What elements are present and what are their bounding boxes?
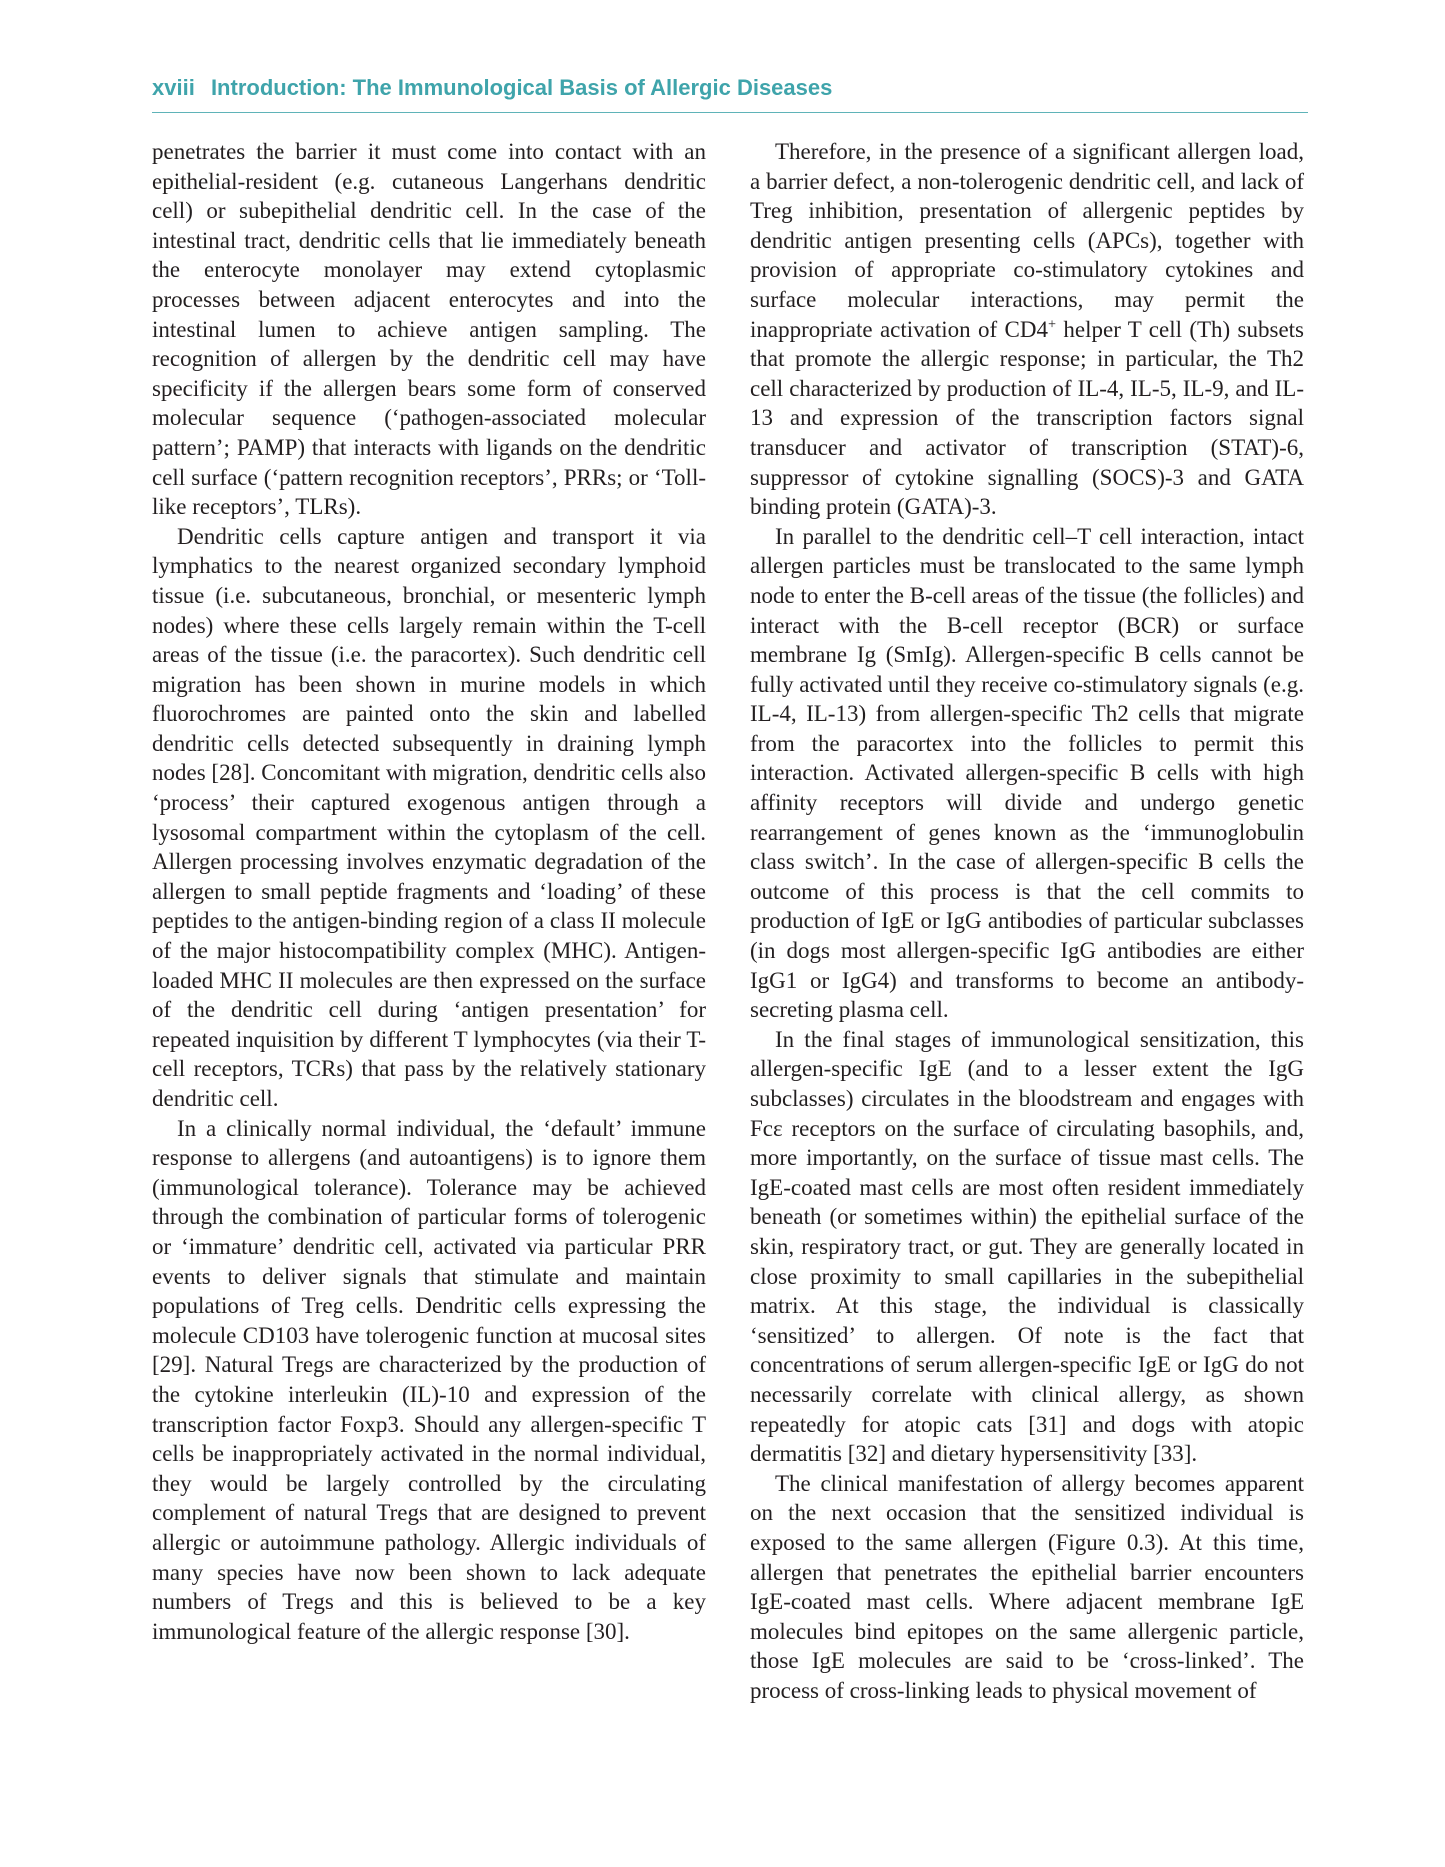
- paragraph: Dendritic cells capture antigen and transport it via lymphatics to the nearest organized secondary lymphoid tissue (i.e. subcutaneous, bronchial, or mesenteric lymph nodes) where these cells largely remain within the T-cell areas of the tissue (i.e. the paracortex). Such dendritic cell migration has been shown in murine models in which fluorochromes are painted onto the skin and labelled dendritic cells detected subsequently in draining lymph nodes [28]. Concomitant with migration, dendritic cells also ‘process’ their captured exogenous antigen through a lysosomal compartment within the cytoplasm of the cell. Allergen processing involves enzymatic degradation of the allergen to small peptide fragments and ‘loading’ of these peptides to the antigen-binding region of a class II molecule of the major histocompatibility complex (MHC). Antigen-loaded MHC II molecules are then expressed on the surface of the dendritic cell during ‘antigen presentation’ for repeated inquisition by different T lymphocytes (via their T-cell receptors, TCRs) that pass by the relatively stationary dendritic cell.: [152, 523, 706, 1111]
- right-column: [750, 137, 1304, 1705]
- paragraph-text: helper T cell (Th) subsets that promote the allergic response; in particular, the Th2 cell characterized by production of IL-4, IL-5, IL-9, and IL-13 and expression of the transcription factors signal transducer and activator of transcription (STAT)-6, suppressor of cytokine signalling (SOCS)-3 and GATA binding protein (GATA)-3.: [750, 316, 1304, 520]
- page-header: [152, 72, 1308, 113]
- running-title: Introduction: The Immunological Basis of Allergic Diseases: [210, 75, 833, 100]
- paragraph: penetrates the barrier it must come into contact with an epithelial-resident (e.g. cutaneous Langerhans dendritic cell) or subepithelial dendritic cell. In the case of the intestinal tract, dendritic cells that lie immediately beneath the enterocyte monolayer may extend cytoplasmic processes between adjacent enterocytes and into the intestinal lumen to achieve antigen sampling. The recognition of allergen by the dendritic cell may have specificity if the allergen bears some form of conserved molecular sequence (‘pathogen-associated molecular pattern’; PAMP) that interacts with ligands on the dendritic cell surface (‘pattern recognition receptors’, PRRs; or ‘Toll-like receptors’, TLRs).: [152, 139, 706, 520]
- page-number: xviii: [152, 75, 195, 100]
- paragraph: [750, 137, 1304, 522]
- paragraph: In the final stages of immunological sensitization, this allergen-specific IgE (and to a lesser extent the IgG subclasses) circulates in the bloodstream and engages with Fcε receptors on the surface of circulating basophils, and, more importantly, on the surface of tissue mast cells. The IgE-coated mast cells are most often resident immediately beneath (or sometimes within) the epithelial surface of the skin, respiratory tract, or gut. They are generally located in close proximity to small capillaries in the subepithelial matrix. At this stage, the individual is classically ‘sensitized’ to allergen. Of note is the fact that concentrations of serum allergen-specific IgE or IgG do not necessarily correlate with clinical allergy, as shown repeatedly for atopic cats [31] and dogs with atopic dermatitis [32] and dietary hypersensitivity [33].: [750, 1026, 1304, 1467]
- paragraph: The clinical manifestation of allergy becomes apparent on the next occasion that the sensitized individual is exposed to the same allergen (Figure 0.3). At this time, allergen that penetrates the epithelial barrier encounters IgE-coated mast cells. Where adjacent membrane IgE molecules bind epitopes on the same allergenic particle, those IgE molecules are said to be ‘cross-linked’. The process of cross-linking leads to physical movement of: [750, 1470, 1304, 1703]
- paragraph: In a clinically normal individual, the ‘default’ immune response to allergens (and autoantigens) is to ignore them (immunological tolerance). Tolerance may be achieved through the combination of particular forms of tolerogenic or ‘immature’ dendritic cell, activated via particular PRR events to deliver signals that stimulate and maintain populations of Treg cells. Dendritic cells expressing the molecule CD103 have tolerogenic function at mucosal sites [29]. Natural Tregs are characterized by the production of the cytokine interleukin (IL)-10 and expression of the transcription factor Foxp3. Should any allergen-specific T cells be inappropriately activated in the normal individual, they would be largely controlled by the circulating complement of natural Tregs that are designed to prevent allergic or autoimmune pathology. Allergic individuals of many species have now been shown to lack adequate numbers of Tregs and this is believed to be a key immunological feature of the allergic response [30].: [152, 1115, 706, 1644]
- superscript-plus: +: [1047, 315, 1057, 332]
- paragraph: In parallel to the dendritic cell–T cell interaction, intact allergen particles must be translocated to the same lymph node to enter the B-cell areas of the tissue (the follicles) and interact with the B-cell receptor (BCR) or surface membrane Ig (SmIg). Allergen-specific B cells cannot be fully activated until they receive co-stimulatory signals (e.g. IL-4, IL-13) from allergen-specific Th2 cells that migrate from the paracortex into the follicles to permit this interaction. Activated allergen-specific B cells with high affinity receptors will divide and undergo genetic rearrangement of genes known as the ‘immunoglobulin class switch’. In the case of allergen-specific B cells the outcome of this process is that the cell commits to production of IgE or IgG antibodies of particular subclasses (in dogs most allergen-specific IgG antibodies are either IgG1 or IgG4) and transforms to become an antibody-secreting plasma cell.: [750, 523, 1304, 1023]
- left-column: [152, 137, 706, 1646]
- paragraph-text: Therefore, in the presence of a significant allergen load, a barrier defect, a non-tolerogenic dendritic cell, and lack of Treg inhibition, presentation of allergenic peptides by dendritic antigen presenting cells (APCs), together with provision of appropriate co-stimulatory cytokines and surface molecular interactions, may permit the inappropriate activation of CD4: [750, 139, 1304, 342]
